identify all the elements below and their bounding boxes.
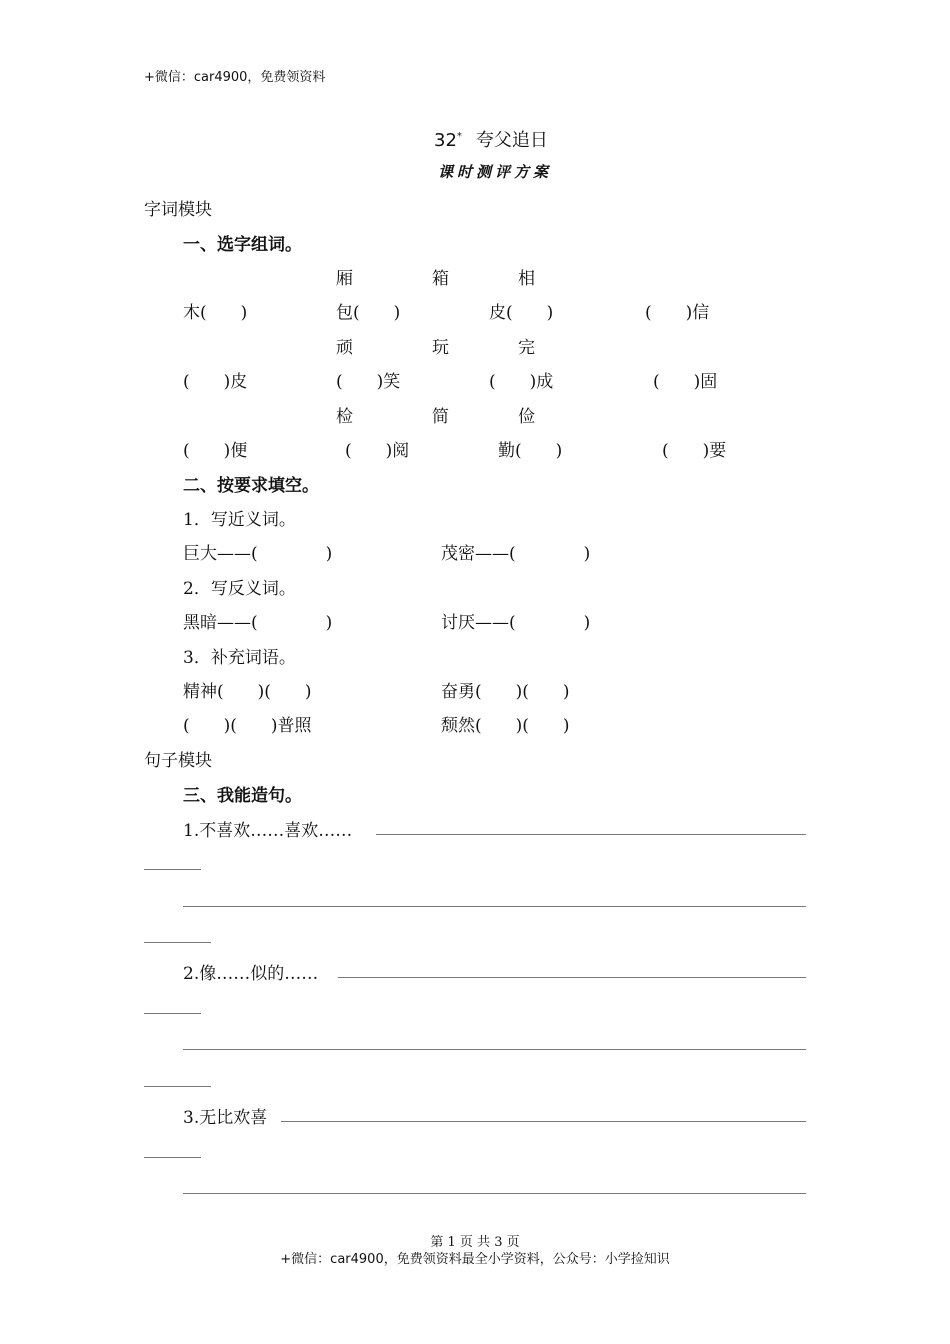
page-number: 第 1 页 共 3 页 xyxy=(430,1235,520,1250)
answer-line[interactable] xyxy=(183,906,806,907)
answer-line[interactable] xyxy=(144,942,211,943)
fill-blank[interactable]: 木( ) xyxy=(183,303,248,323)
header-watermark: +微信：car4900，免费领资料 xyxy=(144,70,326,85)
page-subtitle: 课时测评方案 xyxy=(438,163,553,181)
lesson-title: 夸父追日 xyxy=(475,130,548,151)
answer-line[interactable] xyxy=(144,1157,201,1158)
section-heading-sentences: 句子模块 xyxy=(144,751,212,771)
fill-blank[interactable]: 黑暗——( ) xyxy=(183,613,333,633)
question-3-label: 三、我能造句。 xyxy=(183,786,302,806)
answer-line[interactable] xyxy=(338,977,806,978)
sentence-prompt: 1.不喜欢……喜欢…… xyxy=(183,821,353,841)
question-2-label: 二、按要求填空。 xyxy=(183,476,319,496)
sentence-prompt: 3.无比欢喜 xyxy=(183,1108,268,1128)
choice-char: 厢 xyxy=(336,269,353,289)
fill-blank[interactable]: 勤( ) xyxy=(498,441,563,461)
page-title xyxy=(434,126,548,152)
answer-line[interactable] xyxy=(281,1121,806,1122)
fill-blank[interactable]: ( )皮 xyxy=(183,372,248,392)
choice-char: 简 xyxy=(432,407,449,427)
answer-line[interactable] xyxy=(183,1049,806,1050)
fill-blank[interactable]: 包( ) xyxy=(336,303,401,323)
fill-blank[interactable]: 茂密——( ) xyxy=(441,544,591,564)
fill-blank[interactable]: 皮( ) xyxy=(489,303,554,323)
fill-blank[interactable]: ( )阅 xyxy=(345,441,410,461)
answer-line[interactable] xyxy=(376,834,806,835)
question-1-label: 一、选字组词。 xyxy=(183,235,302,255)
fill-blank[interactable]: ( )信 xyxy=(645,303,710,323)
fill-blank[interactable]: 颓然( )( ) xyxy=(441,716,570,736)
fill-blank[interactable]: ( )( )普照 xyxy=(183,716,312,736)
choice-char: 顽 xyxy=(336,338,353,358)
lesson-star: * xyxy=(456,131,462,142)
fill-blank[interactable]: 讨厌——( ) xyxy=(441,613,591,633)
choice-char: 箱 xyxy=(432,269,449,289)
choice-char: 玩 xyxy=(432,338,449,358)
fill-blank[interactable]: 奋勇( )( ) xyxy=(441,682,570,702)
answer-line[interactable] xyxy=(183,1193,806,1194)
fill-blank[interactable]: ( )笑 xyxy=(336,372,401,392)
fill-blank[interactable]: ( )成 xyxy=(489,372,554,392)
choice-char: 相 xyxy=(518,269,535,289)
answer-line[interactable] xyxy=(144,869,201,870)
answer-line[interactable] xyxy=(144,1013,201,1014)
lesson-number: 32 xyxy=(434,130,457,151)
choice-char: 俭 xyxy=(518,407,535,427)
section-heading-words: 字词模块 xyxy=(144,200,212,220)
choice-char: 完 xyxy=(518,338,535,358)
fill-blank[interactable]: ( )便 xyxy=(183,441,248,461)
fill-blank[interactable]: ( )要 xyxy=(662,441,727,461)
choice-char: 检 xyxy=(336,407,353,427)
sentence-prompt: 2.像……似的…… xyxy=(183,964,319,984)
fill-blank[interactable]: 精神( )( ) xyxy=(183,682,312,702)
answer-line[interactable] xyxy=(144,1086,211,1087)
footer-watermark: +微信：car4900，免费领资料最全小学资料，公众号：小学捡知识 xyxy=(280,1252,670,1267)
fill-blank[interactable]: 巨大——( ) xyxy=(183,544,333,564)
fill-blank[interactable]: ( )固 xyxy=(653,372,718,392)
sub-question-antonyms: 2．写反义词。 xyxy=(183,579,296,599)
sub-question-complete-words: 3．补充词语。 xyxy=(183,648,296,668)
sub-question-synonyms: 1．写近义词。 xyxy=(183,510,296,530)
